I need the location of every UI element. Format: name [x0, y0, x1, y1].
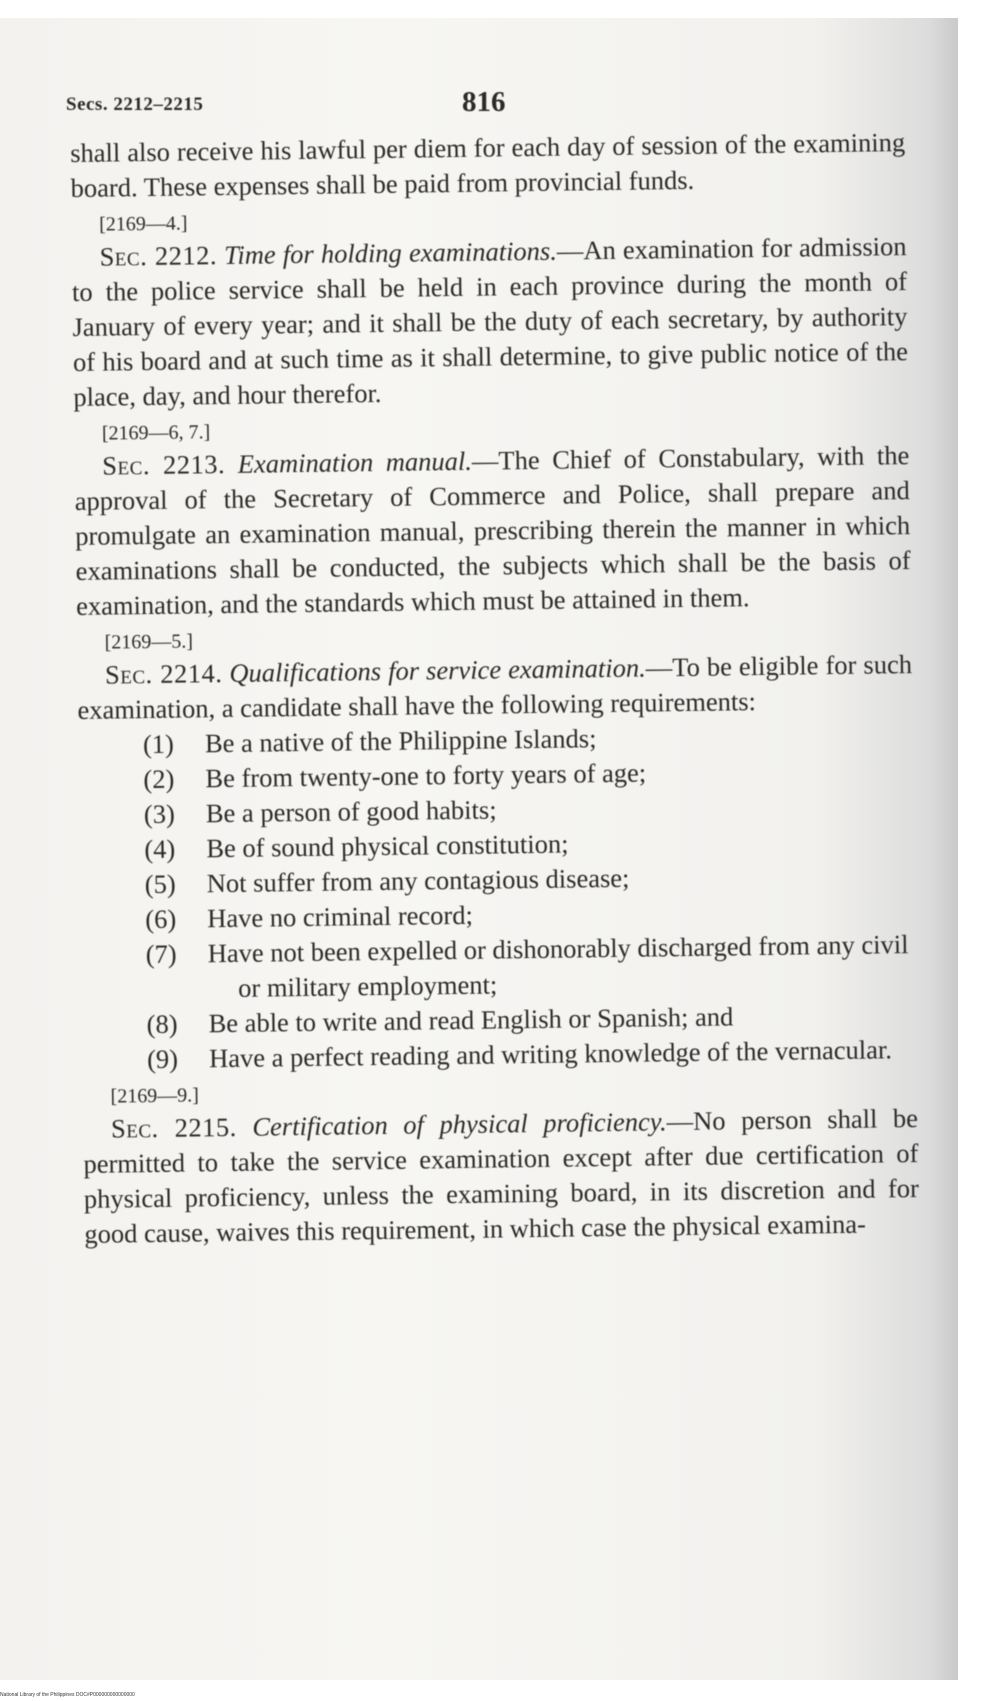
section-label: Sec. 2214. — [104, 658, 223, 690]
section-body: —The Chief of Constabulary, with the approval of the Secretary of Commerce and Police, shall prepare and promulgate an examination manual, prescribing therein the manner in which examinations shall be conducted, the subjects which shall be the basis of examination, and the standards which must be attained in them. — [74, 440, 911, 621]
item-text: Be a person of good habits; — [205, 794, 497, 829]
section-body: —An examination for admission to the police service shall be held in each province during the month of January of every year; and it shall be the duty of each secretary, by authority of his board and at such time as it shall determine, to give public notice of the place, day, and hour therefor. — [71, 231, 909, 412]
item-text: Have not been expelled or dishonorably discharged from any civil or military employment; — [207, 929, 909, 1003]
body-text — [70, 125, 920, 1252]
item-number: (3) — [143, 798, 175, 830]
item-number: (5) — [144, 868, 176, 900]
item-number: (9) — [146, 1043, 179, 1075]
section-label: Sec. 2213. — [102, 448, 226, 481]
section-range: Secs. 2212–2215 — [66, 94, 204, 115]
section-title: Examination manual. — [237, 445, 473, 479]
section-2212 — [71, 229, 908, 415]
citation: [2169—4.] — [99, 212, 188, 236]
item-number: (6) — [145, 903, 177, 935]
section-2213 — [74, 438, 911, 624]
item-number: (2) — [143, 763, 175, 795]
section-body: —To be eligible for such examination, a candidate shall have the following requirements: — [77, 649, 913, 725]
citation: [2169—9.] — [110, 1084, 200, 1108]
item-text: Have a perfect reading and writing knowledge of the vernacular. — [208, 1034, 893, 1074]
section-label: Sec. 2212. — [99, 240, 218, 272]
item-text: Be of sound physical constitution; — [206, 828, 569, 864]
item-text: Have no criminal record; — [207, 899, 474, 934]
section-label: Sec. 2215. — [110, 1111, 237, 1144]
section-title: Time for holding examinations. — [223, 235, 558, 270]
citation: [2169—5.] — [104, 630, 194, 654]
requirements-list — [78, 717, 918, 1078]
running-head — [66, 86, 536, 126]
item-text: Be a native of the Philippine Islands; — [204, 723, 597, 759]
section-title: Certification of physical proficiency. — [252, 1106, 667, 1142]
section-body: —No person shall be permitted to take the service examination except after due certification of physical proficiency, unless the examining board, in its discretion and for good cause, waives this requirement, in which case the physical examina- — [83, 1102, 920, 1249]
item-number: (7) — [145, 938, 177, 970]
opening-paragraph: shall also receive his lawful per diem for each day of session of the examining board. These expenses shall be paid from provincial funds. — [70, 127, 906, 203]
footer-credit: National Library of the Philippines DOC#P000000000000000 — [0, 1692, 135, 1698]
section-2214 — [77, 647, 913, 728]
section-2215 — [83, 1101, 920, 1252]
item-text: Be from twenty-one to forty years of age; — [205, 757, 647, 794]
item-number: (8) — [146, 1008, 178, 1040]
item-text: Be able to write and read English or Spanish; and — [208, 1001, 734, 1039]
section-title: Qualifications for service examination. — [229, 652, 646, 688]
item-text: Not suffer from any contagious disease; — [206, 862, 630, 899]
citation: [2169—6, 7.] — [101, 421, 211, 445]
page-number: 816 — [462, 86, 506, 118]
item-number: (1) — [142, 728, 175, 760]
item-number: (4) — [144, 833, 176, 865]
list-item — [145, 927, 916, 1007]
